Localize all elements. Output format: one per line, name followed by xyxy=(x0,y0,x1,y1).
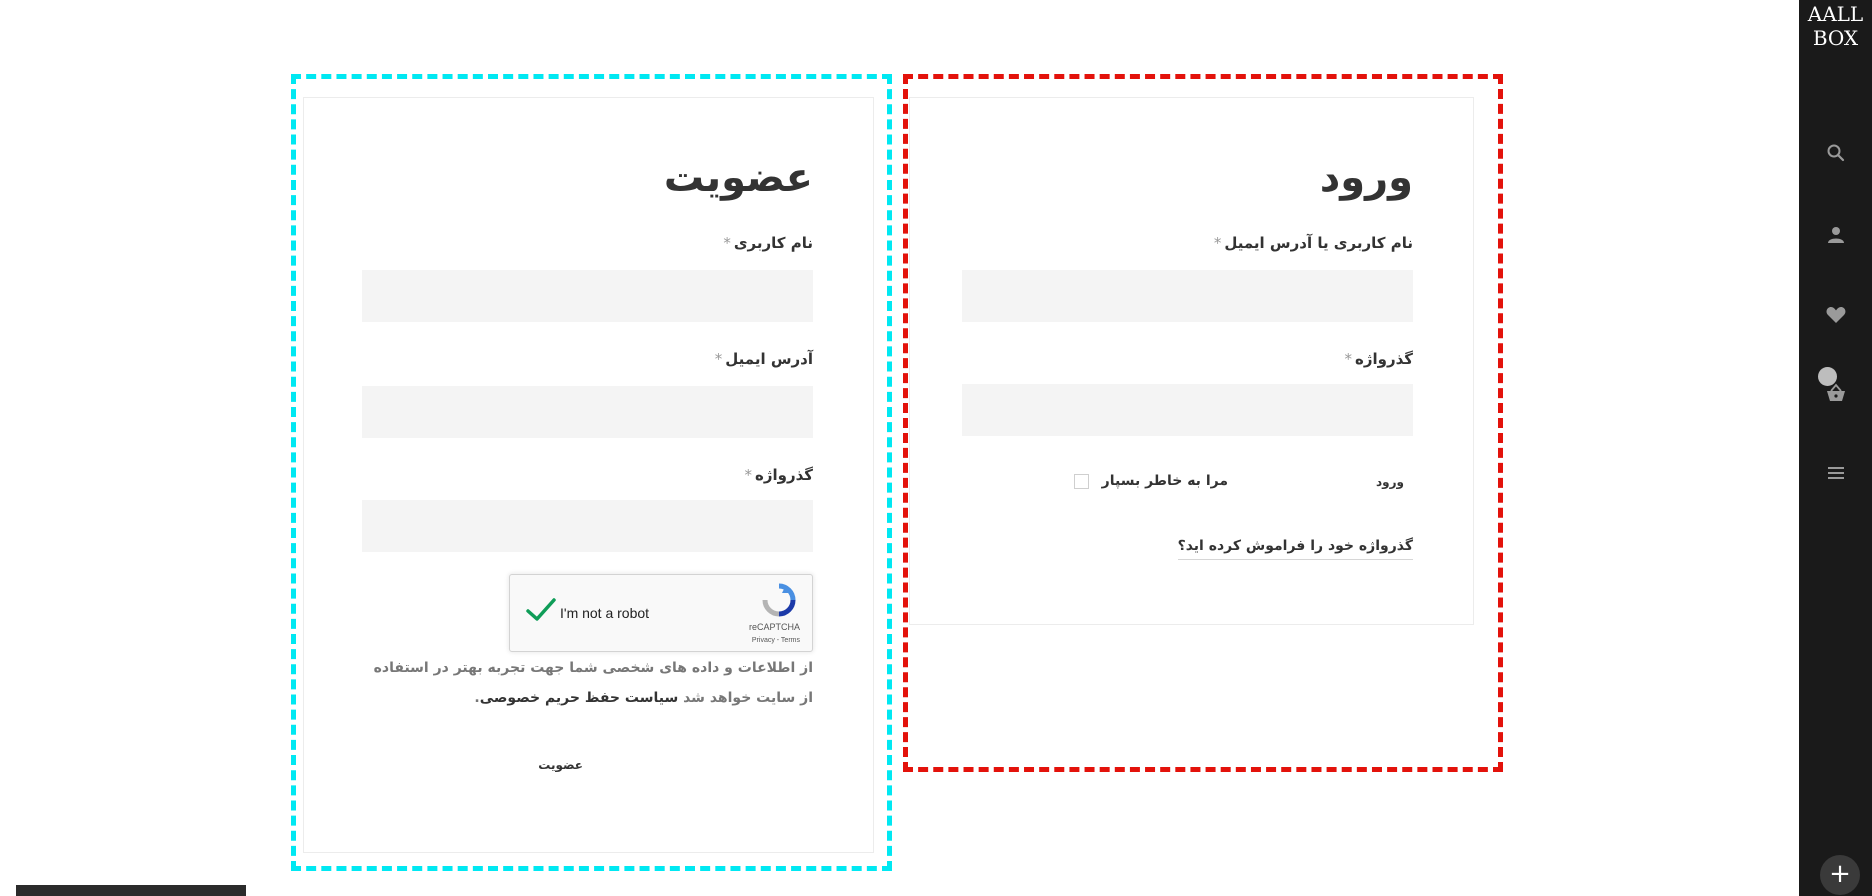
forgot-password-link[interactable]: گذرواژه خود را فراموش کرده اید؟ xyxy=(1178,538,1413,560)
brand-logo-line2: BOX xyxy=(1812,26,1859,50)
register-password-label-text: گذرواژه xyxy=(755,466,813,484)
search-icon[interactable] xyxy=(1825,142,1847,164)
register-highlight-outline xyxy=(291,74,892,871)
menu-icon[interactable] xyxy=(1825,462,1847,484)
add-button[interactable]: + xyxy=(1820,855,1860,895)
user-icon[interactable] xyxy=(1825,224,1847,246)
required-mark: * xyxy=(1344,350,1353,368)
required-mark: * xyxy=(744,466,753,484)
privacy-notice-text: از اطلاعات و داده های شخصی شما جهت تجربه بهتر در استفاده از سایت خواهد شد xyxy=(373,660,813,706)
register-title: عضویت xyxy=(663,155,813,201)
required-mark: * xyxy=(1213,234,1222,252)
register-button[interactable]: عضویت xyxy=(538,758,583,772)
remember-me-label[interactable]: مرا به خاطر بسپار xyxy=(1101,473,1228,489)
register-email-label-text: آدرس ایمیل xyxy=(725,350,813,368)
login-button[interactable]: ورود xyxy=(1376,475,1404,489)
privacy-policy-link[interactable]: سیاست حفظ حریم خصوصی xyxy=(479,690,679,706)
required-mark: * xyxy=(723,234,731,252)
sidebar xyxy=(1799,0,1872,896)
recaptcha-terms-link[interactable]: Privacy - Terms xyxy=(751,637,800,644)
basket-icon[interactable] xyxy=(1825,382,1847,404)
login-password-label-text: گذرواژه xyxy=(1355,350,1413,368)
recaptcha-checkbox-label: I'm not a robot xyxy=(560,605,650,621)
heart-icon[interactable] xyxy=(1825,304,1847,326)
register-username-label-text: نام کاربری xyxy=(733,234,813,252)
login-highlight-outline xyxy=(903,74,1503,772)
privacy-notice-end: . xyxy=(474,690,480,706)
login-title: ورود xyxy=(1319,155,1413,201)
login-username-label-text: نام کاربری یا آدرس ایمیل xyxy=(1224,234,1413,252)
required-mark: * xyxy=(714,350,723,368)
brand-logo[interactable] xyxy=(1799,2,1872,50)
bottom-toolbar[interactable] xyxy=(16,885,246,896)
brand-logo-line1: AALL xyxy=(1807,2,1864,26)
recaptcha-brand: reCAPTCHA xyxy=(748,622,800,632)
